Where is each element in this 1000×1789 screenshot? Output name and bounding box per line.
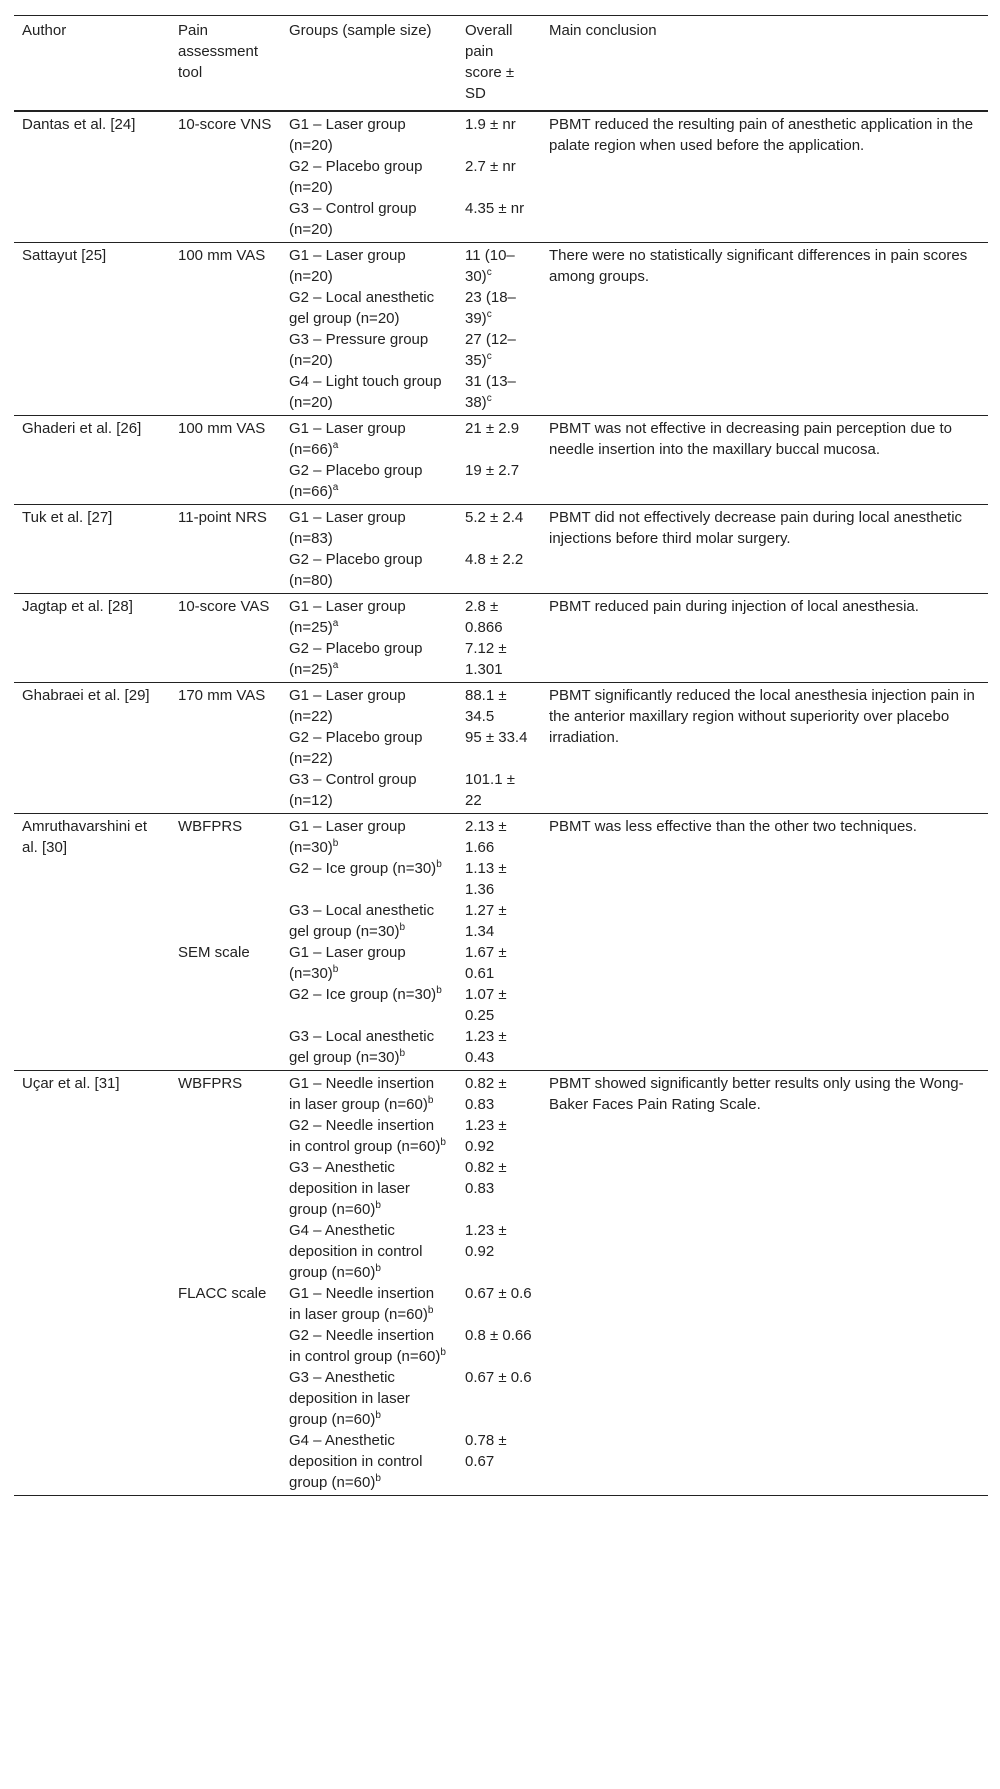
score-cell [457, 814, 541, 859]
score-value: 0.67 ± 0.6 [465, 1285, 532, 1302]
tool-cell: 10-score VAS [178, 598, 270, 615]
group-label: G2 – Needle insertion in control group (n=60) [289, 1327, 441, 1365]
group-footnote: a [332, 482, 339, 493]
score-value: 1.27 ± 1.34 [465, 902, 507, 940]
score-value: 7.12 ± 1.301 [465, 640, 507, 678]
score-footnote: c [486, 267, 492, 278]
group-cell [281, 243, 457, 288]
group-cell [281, 942, 457, 984]
score-cell [457, 111, 541, 156]
score-cell [457, 329, 541, 371]
group-cell [281, 1430, 457, 1496]
table-row [14, 505, 988, 550]
group-cell [281, 683, 457, 728]
score-value: 1.67 ± 0.61 [465, 944, 507, 982]
score-cell [457, 1367, 541, 1430]
group-footnote: b [427, 1305, 434, 1316]
score-value: 1.23 ± 0.92 [465, 1117, 507, 1155]
group-cell [281, 984, 457, 1026]
score-value: 31 (13–38) [465, 373, 516, 411]
score-footnote: c [486, 393, 492, 404]
group-label: G1 – Laser group (n=30) [289, 818, 406, 856]
tool-cell: FLACC scale [178, 1285, 267, 1302]
conclusion-cell: PBMT did not effectively decrease pain during local anesthetic injections before third molar surgery. [549, 509, 963, 547]
group-label: G1 – Laser group (n=20) [289, 247, 406, 285]
group-footnote: b [427, 1095, 434, 1106]
header-author: Author [22, 22, 67, 39]
score-value: 2.8 ± 0.866 [465, 598, 503, 636]
score-value: 2.13 ± 1.66 [465, 818, 507, 856]
group-label: G3 – Control group (n=12) [289, 771, 417, 809]
group-footnote: b [436, 859, 442, 870]
score-value: 23 (18–39) [465, 289, 516, 327]
group-label: G2 – Placebo group (n=25) [289, 640, 423, 678]
group-footnote: a [332, 618, 339, 629]
group-label: G4 – Light touch group (n=20) [289, 373, 442, 411]
score-cell [457, 505, 541, 550]
score-cell [457, 1115, 541, 1157]
score-footnote: c [486, 351, 492, 362]
group-cell [281, 1367, 457, 1430]
tool-cell: 100 mm VAS [178, 420, 266, 437]
group-cell [281, 156, 457, 198]
score-cell [457, 638, 541, 683]
score-value: 11 (10–30) [465, 247, 515, 285]
score-cell [457, 1325, 541, 1367]
group-footnote: b [436, 985, 442, 996]
conclusion-cell: There were no statistically significant differences in pain scores among groups. [549, 247, 968, 285]
group-label: G3 – Pressure group (n=20) [289, 331, 429, 369]
group-footnote: b [440, 1137, 446, 1148]
tool-cell: 170 mm VAS [178, 687, 266, 704]
group-cell [281, 329, 457, 371]
score-value: 0.78 ± 0.67 [465, 1432, 507, 1470]
conclusion-cell: PBMT significantly reduced the local anesthesia injection pain in the anterior maxillary region without superiority over placebo irradiation. [549, 687, 975, 746]
score-cell [457, 900, 541, 942]
score-cell [457, 549, 541, 594]
group-footnote: b [399, 1048, 406, 1059]
table-header [14, 16, 988, 112]
group-label: G1 – Laser group (n=66) [289, 420, 406, 458]
group-label: G1 – Laser group (n=20) [289, 116, 406, 154]
group-cell [281, 1283, 457, 1325]
group-cell [281, 727, 457, 769]
score-value: 101.1 ± 22 [465, 771, 515, 809]
score-value: 2.7 ± nr [465, 158, 516, 175]
group-cell [281, 460, 457, 505]
author-cell: Amruthavarshini et al. [30] [22, 818, 148, 856]
table-row [14, 111, 988, 156]
score-cell [457, 287, 541, 329]
group-cell [281, 858, 457, 900]
group-cell [281, 1115, 457, 1157]
group-cell [281, 505, 457, 550]
group-cell [281, 1071, 457, 1116]
score-cell [457, 942, 541, 984]
group-footnote: b [332, 964, 339, 975]
table-row [14, 683, 988, 728]
table-row [14, 1071, 988, 1116]
table-body [14, 111, 988, 1496]
score-cell [457, 156, 541, 198]
score-cell [457, 198, 541, 243]
header-tool: Pain assessment tool [178, 22, 259, 81]
table-container [14, 15, 988, 1496]
score-value: 0.82 ± 0.83 [465, 1075, 507, 1113]
group-label: G3 – Local anesthetic gel group (n=30) [289, 1028, 435, 1066]
conclusion-cell: PBMT reduced the resulting pain of anesthetic application in the palate region when used before the application. [549, 116, 974, 154]
score-cell [457, 594, 541, 639]
group-label: G4 – Anesthetic deposition in control group (n=60) [289, 1222, 423, 1281]
author-cell: Dantas et al. [24] [22, 116, 136, 133]
group-label: G2 – Placebo group (n=80) [289, 551, 423, 589]
score-value: 1.13 ± 1.36 [465, 860, 507, 898]
score-value: 88.1 ± 34.5 [465, 687, 507, 725]
score-cell [457, 769, 541, 814]
group-cell [281, 111, 457, 156]
group-cell [281, 1026, 457, 1071]
score-cell [457, 243, 541, 288]
score-value: 1.9 ± nr [465, 116, 516, 133]
header-score: Overall pain score ± SD [465, 22, 515, 102]
group-label: G2 – Local anesthetic gel group (n=20) [289, 289, 435, 327]
group-cell [281, 594, 457, 639]
score-cell [457, 416, 541, 461]
score-value: 4.35 ± nr [465, 200, 525, 217]
group-cell [281, 1325, 457, 1367]
group-footnote: b [375, 1263, 381, 1274]
group-cell [281, 198, 457, 243]
score-cell [457, 1430, 541, 1496]
author-cell: Ghaderi et al. [26] [22, 420, 142, 437]
score-cell [457, 371, 541, 416]
score-value: 0.82 ± 0.83 [465, 1159, 507, 1197]
group-cell [281, 287, 457, 329]
group-footnote: b [399, 922, 406, 933]
conclusion-cell: PBMT was less effective than the other two techniques. [549, 818, 917, 835]
group-label: G2 – Ice group (n=30) [289, 860, 437, 877]
tool-cell: WBFPRS [178, 818, 243, 835]
group-label: G2 – Placebo group (n=20) [289, 158, 423, 196]
score-cell [457, 1026, 541, 1071]
score-value: 1.23 ± 0.43 [465, 1028, 507, 1066]
score-value: 95 ± 33.4 [465, 729, 528, 746]
group-label: G2 – Ice group (n=30) [289, 986, 437, 1003]
score-value: 27 (12–35) [465, 331, 516, 369]
group-label: G1 – Laser group (n=83) [289, 509, 406, 547]
author-cell: Jagtap et al. [28] [22, 598, 133, 615]
tool-cell: 100 mm VAS [178, 247, 266, 264]
score-value: 19 ± 2.7 [465, 462, 520, 479]
group-footnote: b [332, 838, 339, 849]
tool-cell: WBFPRS [178, 1075, 243, 1092]
pain-score-table [14, 15, 988, 1496]
score-value: 5.2 ± 2.4 [465, 509, 524, 526]
score-value: 0.67 ± 0.6 [465, 1369, 532, 1386]
score-value: 1.23 ± 0.92 [465, 1222, 507, 1260]
group-cell [281, 371, 457, 416]
header-conclusion: Main conclusion [549, 22, 657, 39]
table-row [14, 416, 988, 461]
tool-cell: 10-score VNS [178, 116, 272, 133]
header-row [14, 16, 988, 112]
group-footnote: b [375, 1473, 381, 1484]
tool-cell: SEM scale [178, 944, 250, 961]
author-cell: Uçar et al. [31] [22, 1075, 120, 1092]
group-label: G1 – Laser group (n=22) [289, 687, 406, 725]
score-value: 21 ± 2.9 [465, 420, 520, 437]
group-label: G4 – Anesthetic deposition in control group (n=60) [289, 1432, 423, 1491]
score-cell [457, 460, 541, 505]
table-row [14, 594, 988, 639]
table-row [14, 814, 988, 859]
conclusion-cell: PBMT was not effective in decreasing pain perception due to needle insertion into the maxillary buccal mucosa. [549, 420, 953, 458]
group-footnote: b [375, 1200, 381, 1211]
group-label: G1 – Needle insertion in laser group (n=60) [289, 1285, 435, 1323]
group-label: G2 – Placebo group (n=22) [289, 729, 423, 767]
score-value: 1.07 ± 0.25 [465, 986, 507, 1024]
group-cell [281, 1157, 457, 1220]
author-cell: Tuk et al. [27] [22, 509, 113, 526]
group-footnote: a [332, 440, 339, 451]
group-label: G2 – Placebo group (n=66) [289, 462, 423, 500]
group-label: G1 – Needle insertion in laser group (n=60) [289, 1075, 435, 1113]
score-value: 4.8 ± 2.2 [465, 551, 524, 568]
group-label: G2 – Needle insertion in control group (n=60) [289, 1117, 441, 1155]
conclusion-cell: PBMT reduced pain during injection of local anesthesia. [549, 598, 919, 615]
group-label: G1 – Laser group (n=30) [289, 944, 406, 982]
group-label: G3 – Anesthetic deposition in laser group (n=60) [289, 1369, 410, 1428]
table-row [14, 243, 988, 288]
group-label: G3 – Local anesthetic gel group (n=30) [289, 902, 435, 940]
group-cell [281, 638, 457, 683]
score-value: 0.8 ± 0.66 [465, 1327, 532, 1344]
score-cell [457, 683, 541, 728]
conclusion-cell: PBMT showed significantly better results only using the Wong-Baker Faces Pain Rating Scale. [549, 1075, 964, 1113]
group-cell [281, 416, 457, 461]
header-groups: Groups (sample size) [289, 22, 432, 39]
score-cell [457, 1157, 541, 1220]
score-cell [457, 1220, 541, 1283]
group-label: G3 – Control group (n=20) [289, 200, 417, 238]
score-cell [457, 727, 541, 769]
group-footnote: a [332, 660, 339, 671]
group-cell [281, 900, 457, 942]
group-label: G1 – Laser group (n=25) [289, 598, 406, 636]
score-footnote: c [486, 309, 492, 320]
group-cell [281, 769, 457, 814]
tool-cell: 11-point NRS [178, 509, 267, 526]
score-cell [457, 1071, 541, 1116]
group-footnote: b [440, 1347, 446, 1358]
group-label: G3 – Anesthetic deposition in laser group (n=60) [289, 1159, 410, 1218]
score-cell [457, 984, 541, 1026]
group-cell [281, 1220, 457, 1283]
score-cell [457, 858, 541, 900]
score-cell [457, 1283, 541, 1325]
group-footnote: b [375, 1410, 381, 1421]
group-cell [281, 814, 457, 859]
group-cell [281, 549, 457, 594]
author-cell: Sattayut [25] [22, 247, 107, 264]
author-cell: Ghabraei et al. [29] [22, 687, 150, 704]
